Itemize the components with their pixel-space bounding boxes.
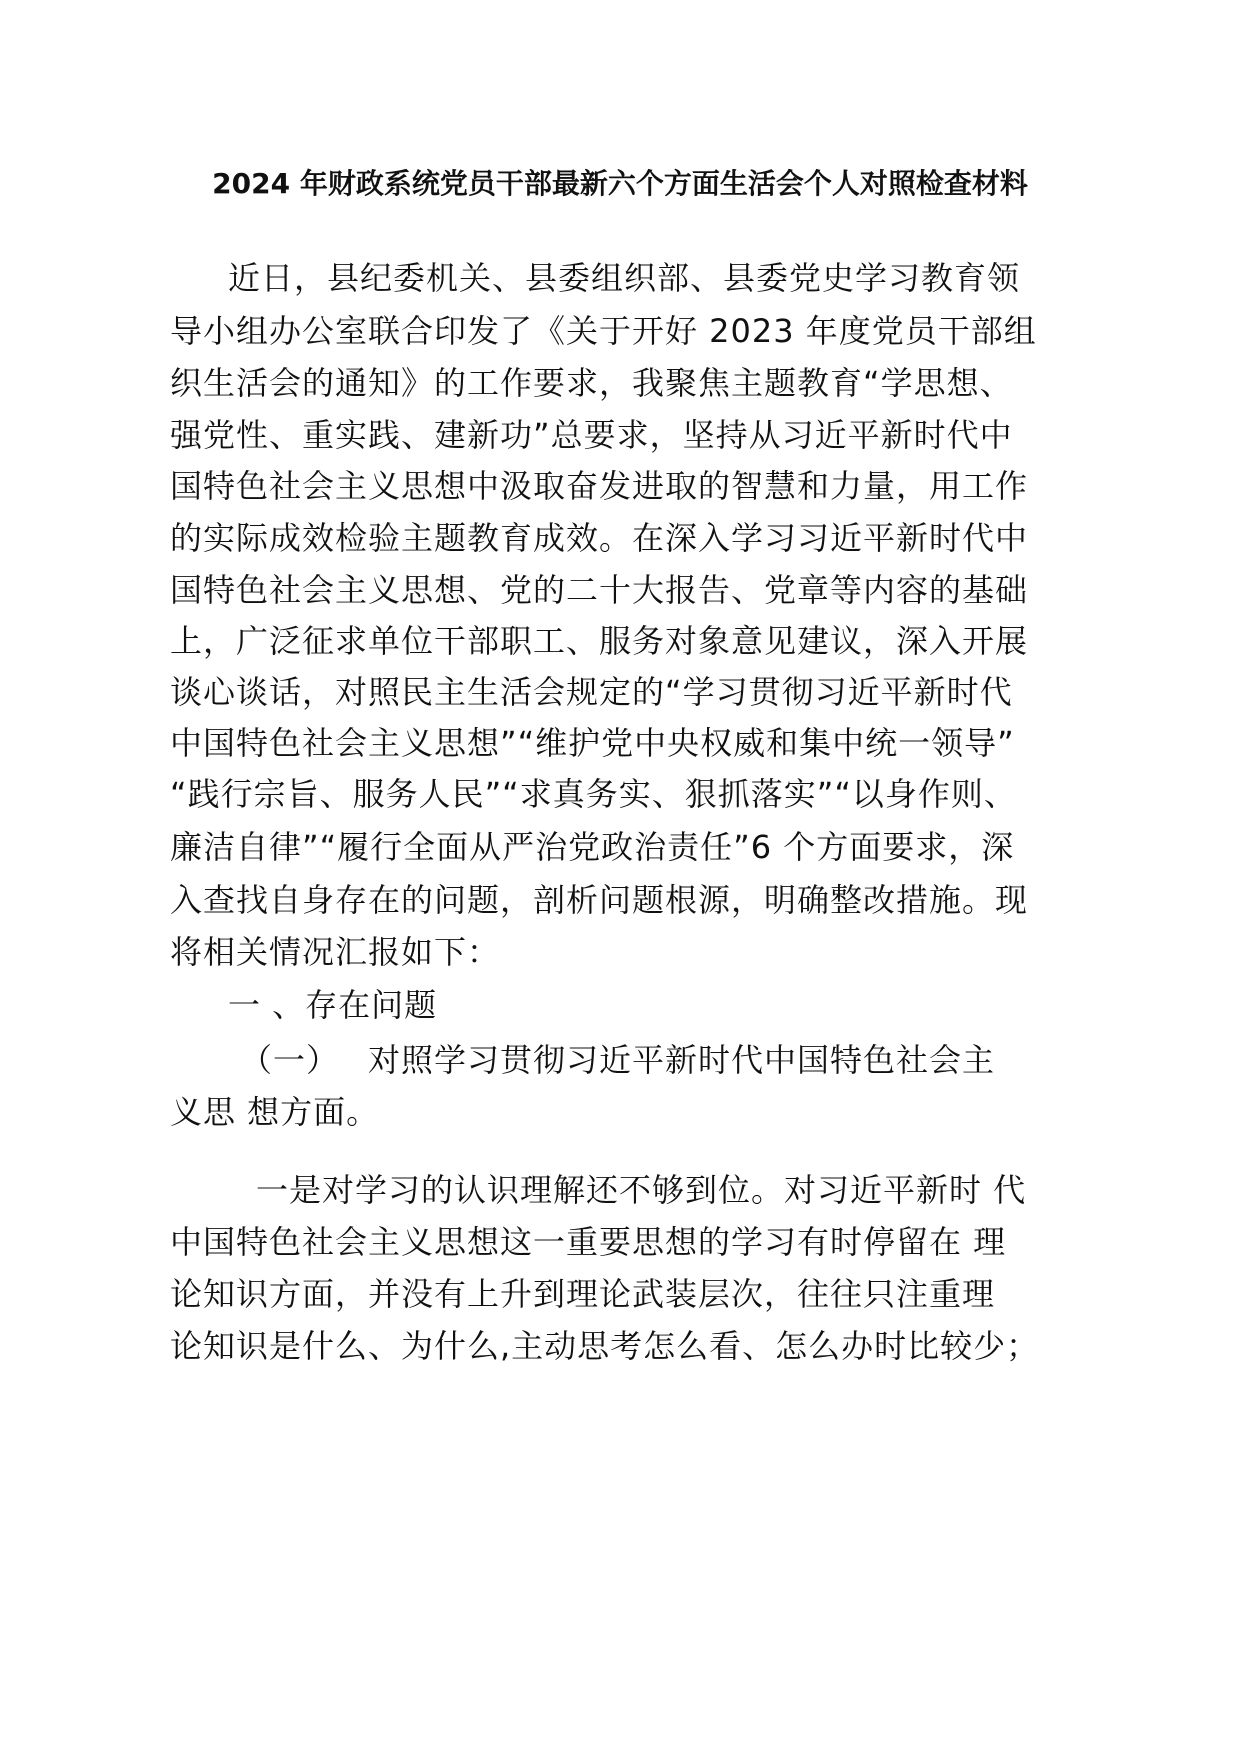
paragraph-line: 织生活会的通知》的工作要求，我聚焦主题教育“学思想、 [170,364,1013,402]
subsection-heading-line: 对照学习贯彻习近平新时代中国特色社会主 [368,1041,996,1079]
document-title: 2024 年财政系统党员干部最新六个方面生活会个人对照检查材料 [212,167,1028,200]
subsection-label: （一） [240,1041,340,1079]
paragraph-line: 上，广泛征求单位干部职工、服务对象意见建议，深入开展 [170,622,1029,660]
paragraph-line: 论知识方面，并没有上升到理论武装层次，往往只注重理 [170,1275,996,1313]
paragraph-line: 一是对学习的认识理解还不够到位。对习近平新时 代 [256,1171,1027,1209]
paragraph-line: 导小组办公室联合印发了《关于开好 2023 年度党员干部组 [170,312,1037,350]
paragraph-line: 中国特色社会主义思想”“维护党中央权威和集中统一领导” [170,724,1015,762]
paragraph-line: 强党性、重实践、建新功”总要求，坚持从习近平新时代中 [170,416,1013,454]
paragraph-line: 将相关情况汇报如下： [170,933,501,971]
paragraph-line: 入查找自身存在的问题，剖析问题根源，明确整改措施。现 [170,881,1029,919]
paragraph-line: 廉洁自律”“履行全面从严治党政治责任”6 个方面要求，深 [170,828,1015,866]
subsection-heading-line: 义思 想方面。 [170,1093,380,1131]
paragraph-line: 的实际成效检验主题教育成效。在深入学习习近平新时代中 [170,519,1029,557]
paragraph-line: 国特色社会主义思想、党的二十大报告、党章等内容的基础 [170,571,1029,609]
paragraph-line: 中国特色社会主义思想这一重要思想的学习有时停留在 理 [170,1223,1007,1261]
paragraph-line: 近日，县纪委机关、县委组织部、县委党史学习教育领 [228,259,1021,297]
section-heading: 一 、存在问题 [228,986,438,1024]
paragraph-line: “践行宗旨、服务人民”“求真务实、狠抓落实”“以身作则、 [170,775,1017,813]
paragraph-line: 谈心谈话，对照民主生活会规定的“学习贯彻习近平新时代 [170,673,1013,711]
paragraph-line: 论知识是什么、为什么,主动思考怎么看、怎么办时比较少； [170,1327,1040,1365]
paragraph-line: 国特色社会主义思想中汲取奋发进取的智慧和力量，用工作 [170,467,1029,505]
